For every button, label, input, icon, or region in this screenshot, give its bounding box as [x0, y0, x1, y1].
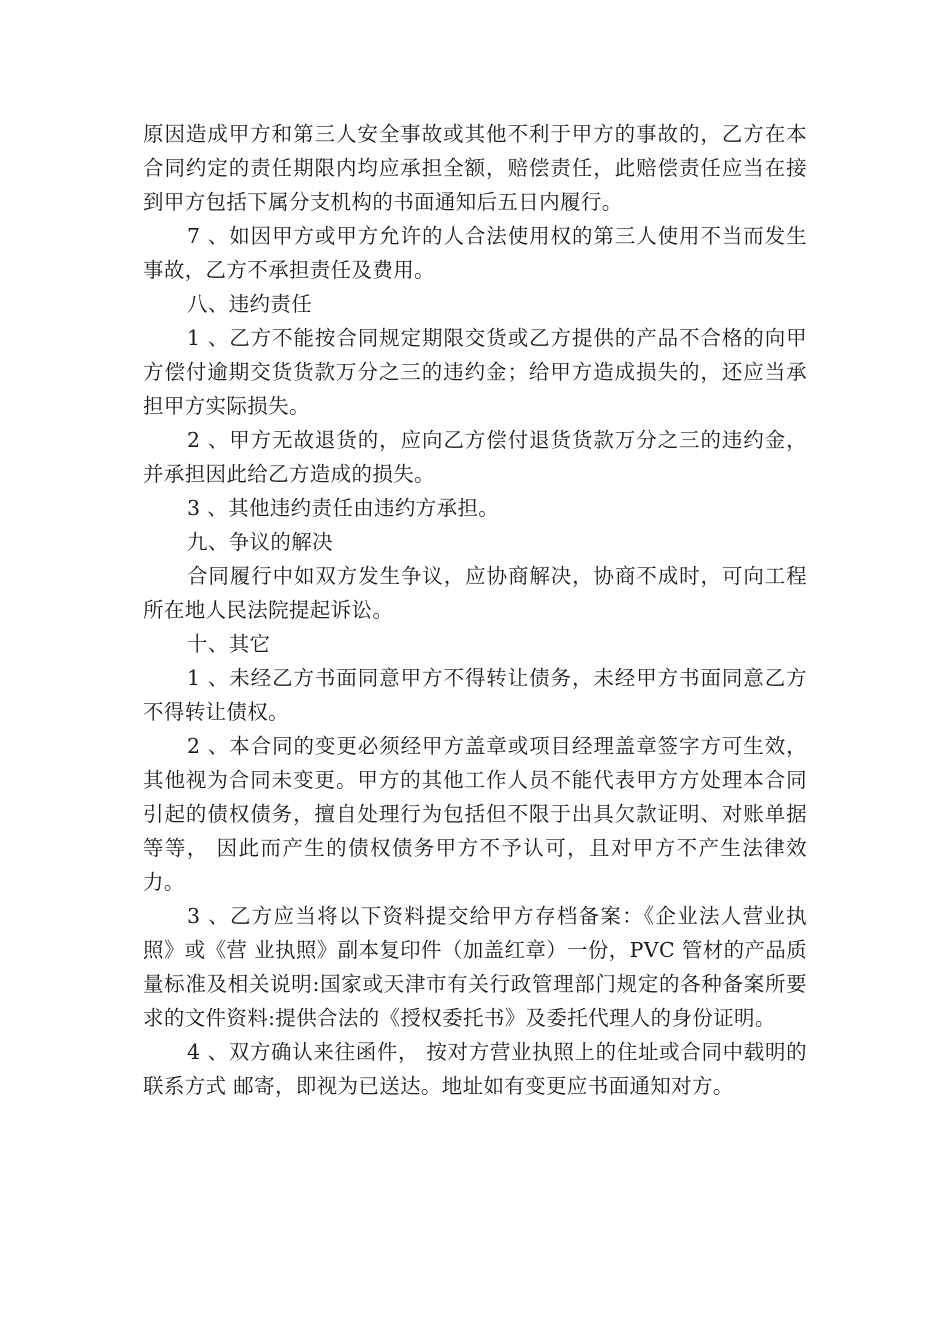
- clause-2-return-penalty: 2 、甲方无故退货的，应向乙方偿付退货货款万分之三的违约金，并承担因此给乙方造成的损失。: [143, 428, 807, 486]
- section-heading-breach: 八、违约责任: [187, 292, 313, 316]
- clause-7-improper-use: 7 、如因甲方或甲方允许的人合法使用权的第三人使用不当而发生事故，乙方不承担责任及费用。: [143, 224, 807, 282]
- clause-1-transfer: 1 、未经乙方书面同意甲方不得转让债务，未经甲方书面同意乙方不得转让债权。: [143, 666, 807, 724]
- section-heading-other: 十、其它: [187, 632, 271, 656]
- clause-1-late-delivery: 1 、乙方不能按合同规定期限交货或乙方提供的产品不合格的向甲方偿付逾期交货货款万分之三的违约金；给甲方造成损失的，还应当承担甲方实际损失。: [143, 326, 807, 418]
- paragraph-accident-liability: 原因造成甲方和第三人安全事故或其他不利于甲方的事故的，乙方在本合同约定的责任期限内均应承担全额，赔偿责任，此赔偿责任应当在接到甲方包括下属分支机构的书面通知后五日内履行。: [143, 122, 807, 214]
- document-page: [143, 117, 807, 1103]
- paragraph-dispute-resolution: 合同履行中如双方发生争议，应协商解决，协商不成时，可向工程所在地人民法院提起诉讼。: [143, 564, 807, 622]
- clause-3-documents: 3 、乙方应当将以下资料提交给甲方存档备案：《企业法人营业执照》或《营 业执照》副本复印件（加盖红章）一份，PVC 管材的产品质量标准及相关说明:国家或天津市有关行政管理部门规定的各种备案所要求的文件资料:提供合法的《授权委托书》及委托代理人的身份证明。: [143, 904, 807, 1030]
- clause-2-amendment: 2 、本合同的变更必须经甲方盖章或项目经理盖章签字方可生效， 其他视为合同未变更。甲方的其他工作人员不能代表甲方方处理本合同引起的债权债务，擅自处理行为包括但不限于出具欠款证明、对账单据等等， 因此而产生的债权债务甲方不予认可，且对甲方不产生法律效力。: [143, 734, 807, 894]
- clause-4-correspondence: 4 、双方确认来往函件， 按对方营业执照上的住址或合同中载明的联系方式 邮寄，即视为已送达。地址如有变更应书面通知对方。: [143, 1040, 807, 1098]
- clause-3-other-breach: 3 、其他违约责任由违约方承担。: [187, 496, 500, 520]
- section-heading-dispute: 九、争议的解决: [187, 530, 333, 554]
